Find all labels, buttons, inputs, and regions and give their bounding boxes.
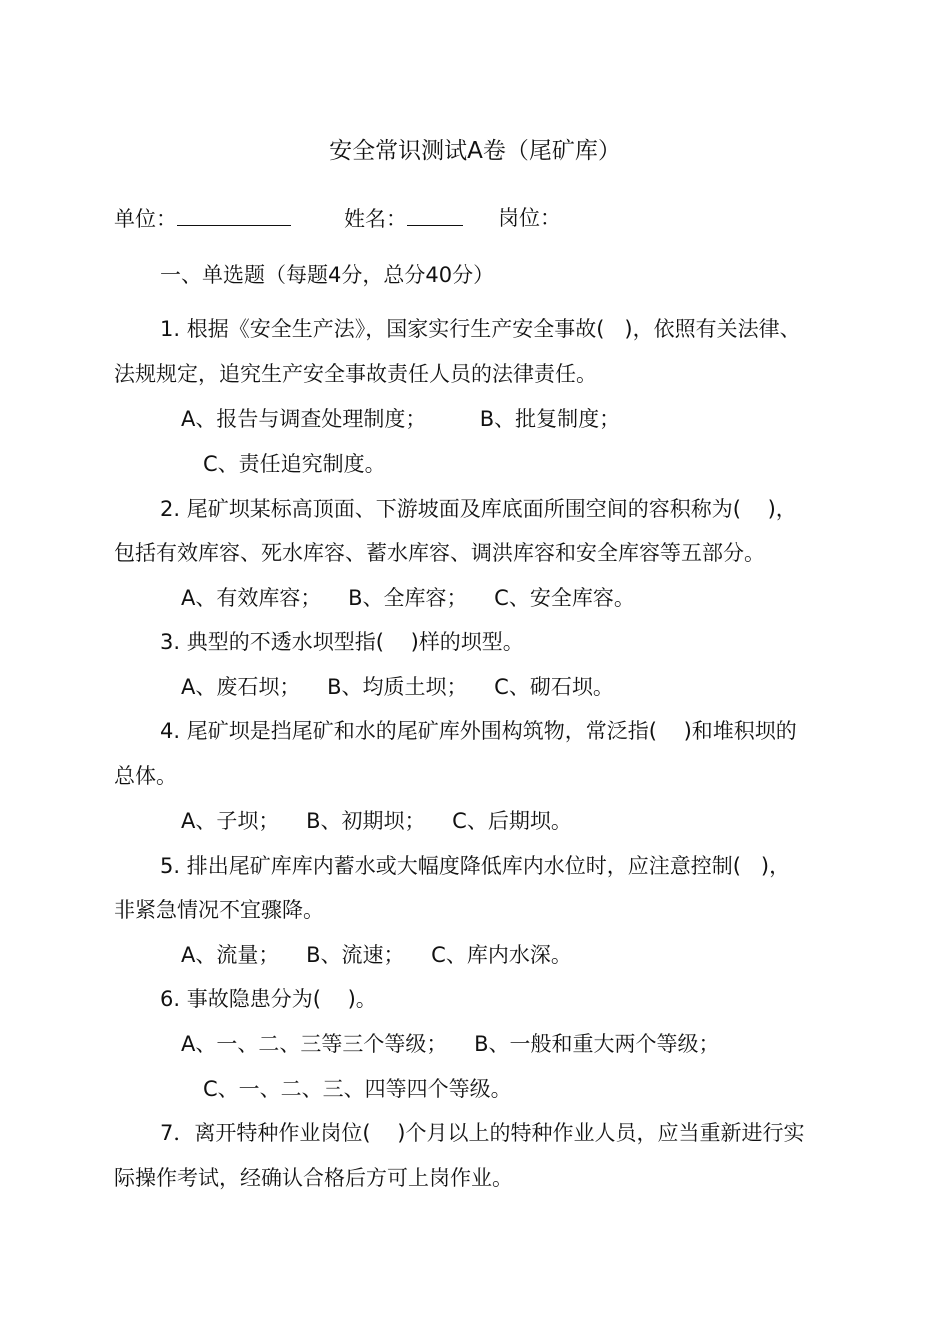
question-1-line-2: 法规规定，追究生产安全事故责任人员的法律责任。 — [114, 362, 597, 386]
question-2-line-2: 包括有效库容、死水库容、蓄水库容、调洪库容和安全库容等五部分。 — [114, 541, 765, 565]
name-field — [344, 203, 463, 234]
question-6-options-2: C、一、二、三、四等四个等级。 — [203, 1077, 512, 1101]
section-heading: 一、单选题（每题4分，总分40分） — [160, 263, 495, 287]
question-4-line-1: 4. 尾矿坝是挡尾矿和水的尾矿库外围构筑物，常泛指( )和堆积坝的 — [160, 719, 797, 743]
question-6-options-1: A、一、二、三等三个等级； B、一般和重大两个等级； — [181, 1032, 720, 1056]
question-3-line-1: 3. 典型的不透水坝型指( )样的坝型。 — [160, 630, 524, 654]
question-2-line-1: 2. 尾矿坝某标高顶面、下游坡面及库底面所围空间的容积称为( )， — [160, 497, 797, 521]
question-3-options: A、废石坝； B、均质土坝； C、砌石坝。 — [181, 675, 614, 699]
question-1-options-2: C、责任追究制度。 — [203, 452, 386, 476]
name-blank[interactable] — [407, 203, 463, 226]
name-label: 姓名： — [344, 207, 407, 231]
unit-label: 单位： — [114, 207, 177, 231]
question-1-line-1: 1. 根据《安全生产法》，国家实行生产安全事故( )，依照有关法律、 — [160, 317, 801, 341]
unit-field — [114, 203, 291, 234]
post-label: 岗位： — [498, 206, 561, 230]
question-7-line-2: 际操作考试，经确认合格后方可上岗作业。 — [114, 1166, 513, 1190]
question-6-line-1: 6. 事故隐患分为( )。 — [160, 987, 377, 1011]
question-1-options-1: A、报告与调查处理制度； B、批复制度； — [181, 407, 621, 431]
question-5-options: A、流量； B、流速； C、库内水深。 — [181, 943, 572, 967]
question-5-line-1: 5. 排出尾矿库库内蓄水或大幅度降低库内水位时，应注意控制( )， — [160, 854, 791, 878]
question-4-line-2: 总体。 — [114, 764, 177, 788]
unit-blank[interactable] — [177, 203, 291, 226]
question-4-options: A、子坝； B、初期坝； C、后期坝。 — [181, 809, 572, 833]
question-7-line-1: 7．离开特种作业岗位( )个月以上的特种作业人员，应当重新进行实 — [160, 1121, 805, 1145]
question-5-line-2: 非紧急情况不宜骤降。 — [114, 898, 324, 922]
page-title: 安全常识测试A卷（尾矿库） — [329, 138, 621, 164]
question-2-options: A、有效库容； B、全库容； C、安全库容。 — [181, 586, 635, 610]
